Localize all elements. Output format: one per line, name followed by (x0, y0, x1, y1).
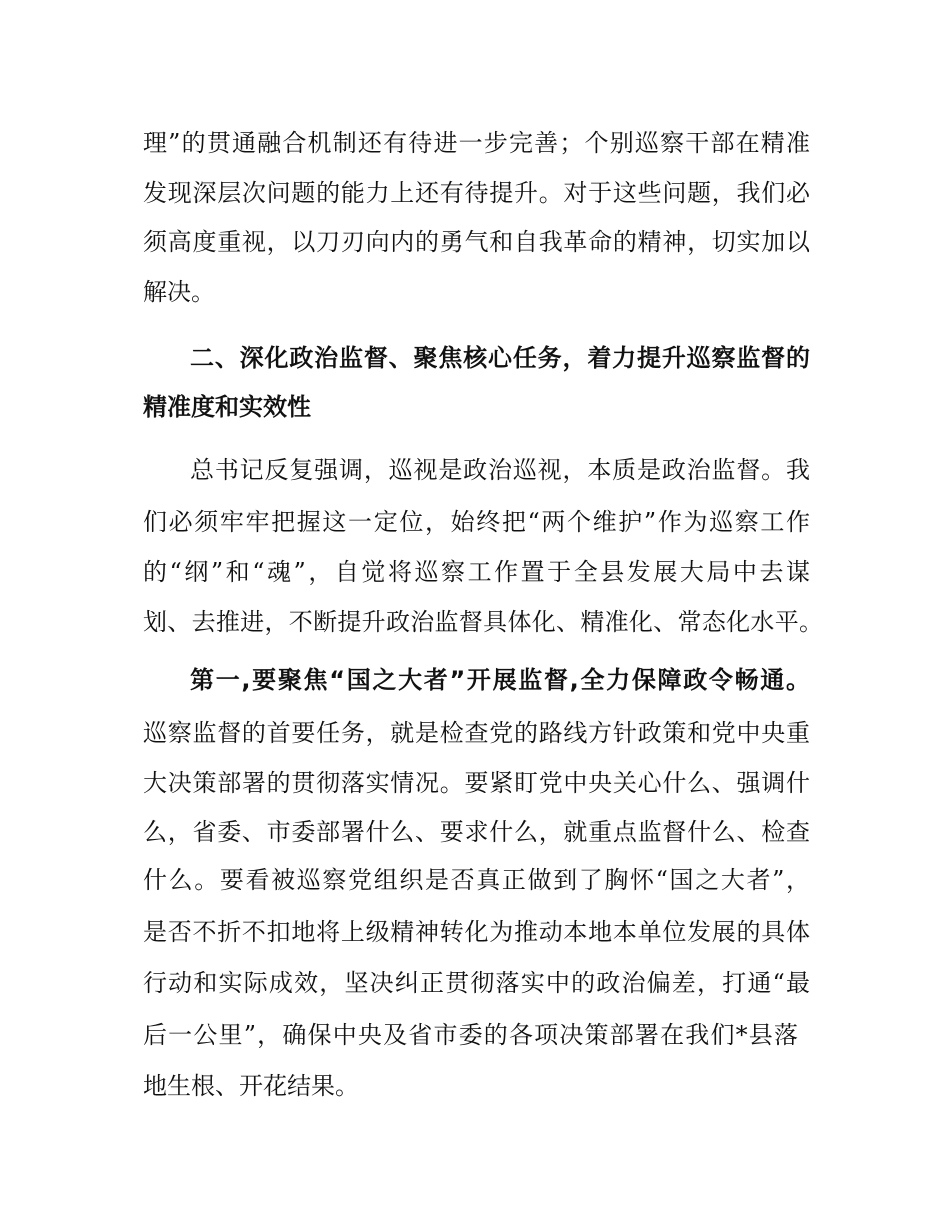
paragraph-line: 理”的贯通融合机制还有待进一步完善；个别巡察干部在精准 (143, 129, 810, 157)
paragraph-line: 后一公里”，确保中央及省市委的各项决策部署在我们*县落 (143, 1021, 798, 1049)
paragraph-line: 总书记反复强调，巡视是政治巡视，本质是政治监督。我 (190, 456, 810, 484)
paragraph-line: 大决策部署的贯彻落实情况。要紧盯党中央关心什么、强调什 (143, 769, 810, 797)
paragraph-line: 么，省委、市委部署什么、要求什么，就重点监督什么、检查 (143, 818, 810, 846)
paragraph-line: 须高度重视，以刀刃向内的勇气和自我革命的精神，切实加以 (143, 228, 810, 256)
paragraph-line: 是否不折不扣地将上级精神转化为推动本地本单位发展的具体 (143, 918, 810, 946)
subsection-lead: 第一,要聚焦“国之大者”开展监督,全力保障政令畅通。 (190, 666, 810, 694)
paragraph-line: 什么。要看被巡察党组织是否真正做到了胸怀“国之大者”， (143, 866, 810, 894)
section-heading: 精准度和实效性 (143, 393, 311, 421)
paragraph-line: 行动和实际成效，坚决纠正贯彻落实中的政治偏差，打通“最 (143, 969, 810, 997)
paragraph-line: 地生根、开花结果。 (143, 1072, 359, 1100)
paragraph-line: 巡察监督的首要任务，就是检查党的路线方针政策和党中央重 (143, 719, 810, 747)
paragraph-line: 划、去推进，不断提升政治监督具体化、精准化、常态化水平。 (143, 608, 823, 636)
paragraph-line: 发现深层次问题的能力上还有待提升。对于这些问题，我们必 (143, 179, 810, 207)
paragraph-line: 们必须牢牢把握这一定位，始终把“两个维护”作为巡察工作 (143, 508, 810, 536)
paragraph-line: 的“纲”和“魂”，自觉将巡察工作置于全县发展大局中去谋 (143, 558, 810, 586)
paragraph-line: 解决。 (143, 278, 215, 306)
section-heading: 二、深化政治监督、聚焦核心任务，着力提升巡察监督的 (190, 344, 810, 372)
